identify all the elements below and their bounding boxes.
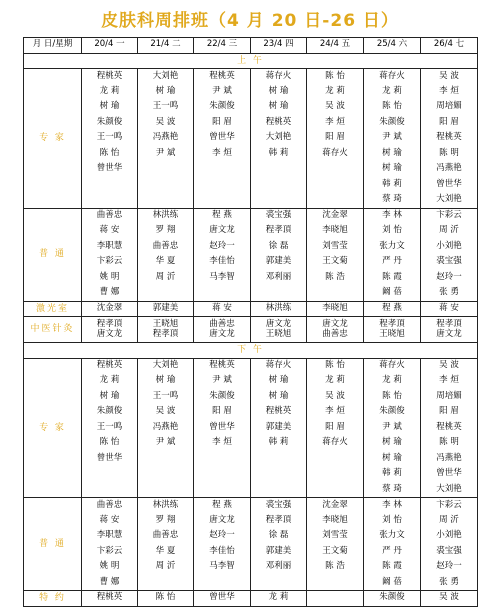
day-header: 20/4 一 <box>82 38 138 54</box>
shift-cell: 王晓旭 程孝頂 <box>138 317 194 343</box>
shift-cell: 曾世华 <box>421 177 478 193</box>
shift-cell <box>307 451 364 467</box>
shift-cell: 程桃英 <box>82 591 138 607</box>
shift-cell: 朱颜俊 <box>82 405 138 421</box>
shift-cell: 程 燕 <box>194 208 251 224</box>
schedule-row <box>24 255 478 271</box>
shift-cell: 吴 波 <box>307 389 364 405</box>
shift-cell: 程桃英 <box>251 115 307 131</box>
header-corner: 月 日/星期 <box>24 38 82 54</box>
day-header: 21/4 二 <box>138 38 194 54</box>
shift-cell: 冯燕艳 <box>421 451 478 467</box>
shift-cell: 严 丹 <box>364 544 421 560</box>
shift-cell: 程桃英 <box>421 131 478 147</box>
shift-cell <box>138 177 194 193</box>
shift-cell: 张力文 <box>364 529 421 545</box>
shift-cell: 小刘艳 <box>421 239 478 255</box>
shift-cell: 李 烜 <box>307 115 364 131</box>
shift-cell: 赵玲一 <box>421 560 478 576</box>
shift-cell <box>307 177 364 193</box>
shift-cell: 王一鸣 <box>138 389 194 405</box>
shift-cell: 韩 莉 <box>364 177 421 193</box>
shift-cell: 唐文龙 王晓旭 <box>251 317 307 343</box>
shift-cell: 曲善忠 唐文龙 <box>194 317 251 343</box>
shift-cell: 马李智 <box>194 270 251 286</box>
shift-cell: 刘 怡 <box>364 513 421 529</box>
shift-cell: 李佳怡 <box>194 544 251 560</box>
schedule-row <box>24 162 478 178</box>
shift-cell: 徐 磊 <box>251 239 307 255</box>
shift-cell: 朱颜俊 <box>364 405 421 421</box>
schedule-row <box>24 420 478 436</box>
shift-cell: 程桃英 <box>194 69 251 85</box>
shift-cell: 刘雪莹 <box>307 239 364 255</box>
shift-cell <box>82 177 138 193</box>
schedule-row <box>24 544 478 560</box>
shift-cell: 吴 波 <box>138 115 194 131</box>
shift-cell: 朱颜俊 <box>82 115 138 131</box>
group-label: 专 家 <box>24 69 82 209</box>
shift-cell: 李 烜 <box>421 84 478 100</box>
schedule-row <box>24 84 478 100</box>
schedule-row <box>24 69 478 85</box>
group-label: 普 通 <box>24 208 82 301</box>
shift-cell: 吴 波 <box>421 591 478 607</box>
shift-cell <box>307 482 364 498</box>
shift-cell: 吴 波 <box>421 358 478 374</box>
shift-cell: 程孝頂 <box>251 513 307 529</box>
shift-cell <box>194 162 251 178</box>
shift-cell: 唐文龙 <box>194 513 251 529</box>
shift-cell: 卞彩云 <box>82 255 138 271</box>
schedule-table <box>23 37 478 607</box>
shift-cell: 尹 斌 <box>138 436 194 452</box>
shift-cell: 阚 蓓 <box>364 286 421 302</box>
shift-cell: 朱颜俊 <box>364 591 421 607</box>
shift-cell: 卞彩云 <box>82 544 138 560</box>
shift-cell: 蒋 安 <box>82 224 138 240</box>
section-row <box>24 343 478 359</box>
shift-cell: 马李智 <box>194 560 251 576</box>
shift-cell <box>251 467 307 483</box>
schedule-row <box>24 239 478 255</box>
schedule-row <box>24 193 478 209</box>
shift-cell: 蒋 安 <box>421 301 478 317</box>
shift-cell: 曲善忠 <box>82 498 138 514</box>
shift-cell: 姚 明 <box>82 270 138 286</box>
shift-cell: 陈 明 <box>421 436 478 452</box>
shift-cell: 程孝頂 王晓旭 <box>364 317 421 343</box>
shift-cell <box>251 451 307 467</box>
shift-cell: 陈 明 <box>421 146 478 162</box>
shift-cell: 裘宝强 <box>251 498 307 514</box>
shift-cell: 李 烜 <box>194 436 251 452</box>
shift-cell: 曾世华 <box>421 467 478 483</box>
shift-cell: 李 烜 <box>307 405 364 421</box>
schedule-row <box>24 529 478 545</box>
shift-cell: 华 夏 <box>138 544 194 560</box>
schedule-row <box>24 451 478 467</box>
schedule-row <box>24 436 478 452</box>
shift-cell <box>194 575 251 591</box>
shift-cell: 陈 怡 <box>364 389 421 405</box>
shift-cell <box>307 575 364 591</box>
shift-cell: 裘宝强 <box>421 255 478 271</box>
shift-cell: 李职慧 <box>82 239 138 255</box>
schedule-title: 皮肤科周排班（4 月 20 日-26 日） <box>101 11 399 31</box>
shift-cell <box>138 575 194 591</box>
shift-cell: 唐文龙 <box>194 224 251 240</box>
shift-cell: 树 瑜 <box>364 451 421 467</box>
shift-cell: 王一鸣 <box>138 100 194 116</box>
shift-cell: 阳 眉 <box>307 131 364 147</box>
shift-cell: 冯燕艳 <box>138 420 194 436</box>
shift-cell: 树 瑜 <box>82 389 138 405</box>
schedule-row <box>24 482 478 498</box>
schedule-row <box>24 513 478 529</box>
shift-cell: 树 瑜 <box>364 162 421 178</box>
day-header: 25/4 六 <box>364 38 421 54</box>
shift-cell <box>307 162 364 178</box>
shift-cell: 蒋存火 <box>364 358 421 374</box>
shift-cell: 张 勇 <box>421 286 478 302</box>
day-header: 22/4 三 <box>194 38 251 54</box>
shift-cell: 龙 莉 <box>82 84 138 100</box>
shift-cell: 蒋存火 <box>251 69 307 85</box>
schedule-row <box>24 405 478 421</box>
shift-cell: 周培媚 <box>421 389 478 405</box>
shift-cell <box>138 451 194 467</box>
shift-cell: 郭建美 <box>251 255 307 271</box>
shift-cell: 大刘艳 <box>138 69 194 85</box>
shift-cell: 曹 娜 <box>82 575 138 591</box>
shift-cell: 蒋存火 <box>307 436 364 452</box>
shift-cell: 罗 翔 <box>138 224 194 240</box>
shift-cell: 树 瑜 <box>138 84 194 100</box>
shift-cell: 邓利丽 <box>251 270 307 286</box>
shift-cell: 阳 眉 <box>307 420 364 436</box>
shift-cell: 树 瑜 <box>251 100 307 116</box>
shift-cell: 树 瑜 <box>364 146 421 162</box>
shift-cell: 邓利丽 <box>251 560 307 576</box>
group-label: 专 家 <box>24 358 82 498</box>
shift-cell: 程桃英 <box>82 358 138 374</box>
schedule-row <box>24 317 478 343</box>
shift-cell: 林洪练 <box>138 208 194 224</box>
shift-cell: 尹 斌 <box>364 420 421 436</box>
shift-cell: 赵玲一 <box>194 529 251 545</box>
shift-cell: 树 瑜 <box>251 84 307 100</box>
shift-cell: 程孝頂 <box>251 224 307 240</box>
schedule-row <box>24 131 478 147</box>
shift-cell: 龙 莉 <box>364 84 421 100</box>
shift-cell: 陈 浩 <box>307 270 364 286</box>
schedule-row <box>24 286 478 302</box>
shift-cell <box>194 177 251 193</box>
shift-cell: 赵玲一 <box>194 239 251 255</box>
shift-cell: 程 燕 <box>364 301 421 317</box>
shift-cell: 蒋 安 <box>194 301 251 317</box>
shift-cell: 周 沂 <box>421 513 478 529</box>
shift-cell: 大刘艳 <box>251 131 307 147</box>
day-header: 26/4 七 <box>421 38 478 54</box>
shift-cell: 王一鸣 <box>82 420 138 436</box>
shift-cell: 沈金翠 <box>307 498 364 514</box>
shift-cell: 王文菊 <box>307 255 364 271</box>
shift-cell: 沈金翠 <box>307 208 364 224</box>
shift-cell: 华 夏 <box>138 255 194 271</box>
shift-cell: 吴 波 <box>307 100 364 116</box>
schedule-row <box>24 389 478 405</box>
shift-cell <box>251 286 307 302</box>
shift-cell: 唐文龙 曲善忠 <box>307 317 364 343</box>
shift-cell <box>138 467 194 483</box>
shift-cell: 曲善忠 <box>138 529 194 545</box>
schedule-row <box>24 374 478 390</box>
schedule-row <box>24 177 478 193</box>
shift-cell: 程桃英 <box>421 420 478 436</box>
shift-cell: 韩 莉 <box>251 436 307 452</box>
shift-cell: 徐 磊 <box>251 529 307 545</box>
section-row <box>24 53 478 69</box>
shift-cell: 树 瑜 <box>251 374 307 390</box>
schedule-row <box>24 591 478 607</box>
shift-cell: 曾世华 <box>82 162 138 178</box>
shift-cell: 陈 怡 <box>82 146 138 162</box>
shift-cell: 李晓旭 <box>307 224 364 240</box>
shift-cell: 严 丹 <box>364 255 421 271</box>
day-header: 23/4 四 <box>251 38 307 54</box>
shift-cell: 小刘艳 <box>421 529 478 545</box>
shift-cell: 尹 斌 <box>194 84 251 100</box>
shift-cell: 卞彩云 <box>421 208 478 224</box>
shift-cell: 尹 斌 <box>364 131 421 147</box>
shift-cell: 程 燕 <box>194 498 251 514</box>
shift-cell: 朱颜俊 <box>364 115 421 131</box>
shift-cell: 程桃英 <box>82 69 138 85</box>
shift-cell: 王一鸣 <box>82 131 138 147</box>
header-row <box>24 38 478 54</box>
shift-cell: 李 林 <box>364 498 421 514</box>
shift-cell: 罗 翔 <box>138 513 194 529</box>
shift-cell: 吴 波 <box>138 405 194 421</box>
group-label: 中医针灸 <box>24 317 82 343</box>
shift-cell: 林洪练 <box>251 301 307 317</box>
shift-cell <box>307 193 364 209</box>
shift-cell: 蒋存火 <box>307 146 364 162</box>
shift-cell: 阳 眉 <box>194 405 251 421</box>
shift-cell: 郭建美 <box>251 420 307 436</box>
shift-cell: 大刘艳 <box>421 482 478 498</box>
shift-cell <box>251 575 307 591</box>
shift-cell: 刘 怡 <box>364 224 421 240</box>
shift-cell: 周 沂 <box>421 224 478 240</box>
shift-cell: 周 沂 <box>138 560 194 576</box>
shift-cell: 卞彩云 <box>421 498 478 514</box>
schedule-row <box>24 498 478 514</box>
shift-cell: 蒋存火 <box>251 358 307 374</box>
shift-cell: 李 林 <box>364 208 421 224</box>
shift-cell <box>251 177 307 193</box>
shift-cell <box>194 451 251 467</box>
shift-cell <box>194 286 251 302</box>
shift-cell: 李佳怡 <box>194 255 251 271</box>
shift-cell <box>251 193 307 209</box>
shift-cell: 龙 莉 <box>364 374 421 390</box>
shift-cell: 赵玲一 <box>421 270 478 286</box>
shift-cell <box>194 193 251 209</box>
shift-cell: 曾世华 <box>194 591 251 607</box>
schedule-row <box>24 100 478 116</box>
shift-cell <box>194 467 251 483</box>
shift-cell: 姚 明 <box>82 560 138 576</box>
shift-cell: 陈 怡 <box>307 69 364 85</box>
schedule-row <box>24 224 478 240</box>
shift-cell: 李晓旭 <box>307 513 364 529</box>
shift-cell <box>138 286 194 302</box>
shift-cell: 树 瑜 <box>138 374 194 390</box>
schedule-row <box>24 358 478 374</box>
shift-cell <box>82 467 138 483</box>
group-label: 普 通 <box>24 498 82 591</box>
shift-cell: 朱颜俊 <box>194 389 251 405</box>
schedule-row <box>24 270 478 286</box>
shift-cell: 龙 莉 <box>251 591 307 607</box>
shift-cell: 龙 莉 <box>82 374 138 390</box>
shift-cell <box>307 286 364 302</box>
schedule-row <box>24 208 478 224</box>
schedule-row <box>24 560 478 576</box>
shift-cell <box>138 193 194 209</box>
shift-cell: 曾世华 <box>82 451 138 467</box>
shift-cell: 曲善忠 <box>82 208 138 224</box>
shift-cell: 树 瑜 <box>82 100 138 116</box>
shift-cell <box>251 482 307 498</box>
shift-cell: 阚 蓓 <box>364 575 421 591</box>
shift-cell: 蒋存火 <box>364 69 421 85</box>
shift-cell: 曹 娜 <box>82 286 138 302</box>
shift-cell: 裘宝强 <box>251 208 307 224</box>
group-label: 特 约 <box>24 591 82 607</box>
shift-cell: 蔡 琦 <box>364 193 421 209</box>
shift-cell: 曲善忠 <box>138 239 194 255</box>
shift-cell: 李 烜 <box>421 374 478 390</box>
shift-cell <box>307 591 364 607</box>
shift-cell: 阳 眉 <box>421 115 478 131</box>
shift-cell: 陈 怡 <box>138 591 194 607</box>
shift-cell: 树 瑜 <box>364 436 421 452</box>
shift-cell <box>194 482 251 498</box>
section-label: 上 午 <box>24 53 478 69</box>
shift-cell: 陈 怡 <box>82 436 138 452</box>
shift-cell: 陈 霞 <box>364 560 421 576</box>
shift-cell: 郭建美 <box>138 301 194 317</box>
shift-cell: 冯燕艳 <box>138 131 194 147</box>
shift-cell: 曾世华 <box>194 420 251 436</box>
shift-cell: 陈 浩 <box>307 560 364 576</box>
shift-cell: 陈 霞 <box>364 270 421 286</box>
shift-cell: 张力文 <box>364 239 421 255</box>
shift-cell: 程桃英 <box>251 405 307 421</box>
shift-cell: 李 烜 <box>194 146 251 162</box>
shift-cell: 周 沂 <box>138 270 194 286</box>
shift-cell: 李晓旭 <box>307 301 364 317</box>
shift-cell <box>138 482 194 498</box>
shift-cell: 阳 眉 <box>421 405 478 421</box>
schedule-row <box>24 146 478 162</box>
shift-cell: 树 瑜 <box>251 389 307 405</box>
shift-cell: 韩 莉 <box>364 467 421 483</box>
schedule-row <box>24 575 478 591</box>
section-label: 下 午 <box>24 343 478 359</box>
schedule-row <box>24 301 478 317</box>
shift-cell: 曾世华 <box>194 131 251 147</box>
shift-cell: 冯燕艳 <box>421 162 478 178</box>
shift-cell: 吴 波 <box>421 69 478 85</box>
shift-cell <box>138 162 194 178</box>
schedule-body <box>24 38 478 607</box>
shift-cell: 大刘艳 <box>138 358 194 374</box>
schedule-row <box>24 467 478 483</box>
shift-cell: 蒋 安 <box>82 513 138 529</box>
shift-cell <box>307 467 364 483</box>
shift-cell: 陈 怡 <box>364 100 421 116</box>
shift-cell: 裘宝强 <box>421 544 478 560</box>
shift-cell: 尹 斌 <box>138 146 194 162</box>
day-header: 24/4 五 <box>307 38 364 54</box>
shift-cell: 张 勇 <box>421 575 478 591</box>
shift-cell: 程孝頂 唐文龙 <box>82 317 138 343</box>
shift-cell: 蔡 琦 <box>364 482 421 498</box>
shift-cell: 陈 怡 <box>307 358 364 374</box>
shift-cell: 林洪练 <box>138 498 194 514</box>
shift-cell <box>82 482 138 498</box>
schedule-row <box>24 115 478 131</box>
shift-cell: 阳 眉 <box>194 115 251 131</box>
shift-cell: 周培媚 <box>421 100 478 116</box>
shift-cell: 沈金翠 <box>82 301 138 317</box>
shift-cell: 大刘艳 <box>421 193 478 209</box>
shift-cell: 李职慧 <box>82 529 138 545</box>
shift-cell: 程孝頂 唐文龙 <box>421 317 478 343</box>
shift-cell: 朱颜俊 <box>194 100 251 116</box>
shift-cell: 韩 莉 <box>251 146 307 162</box>
shift-cell: 郭建美 <box>251 544 307 560</box>
shift-cell: 尹 斌 <box>194 374 251 390</box>
shift-cell <box>251 162 307 178</box>
shift-cell <box>82 193 138 209</box>
group-label: 激光室 <box>24 301 82 317</box>
shift-cell: 程桃英 <box>194 358 251 374</box>
shift-cell: 刘雪莹 <box>307 529 364 545</box>
shift-cell: 龙 莉 <box>307 84 364 100</box>
shift-cell: 王文菊 <box>307 544 364 560</box>
shift-cell: 龙 莉 <box>307 374 364 390</box>
